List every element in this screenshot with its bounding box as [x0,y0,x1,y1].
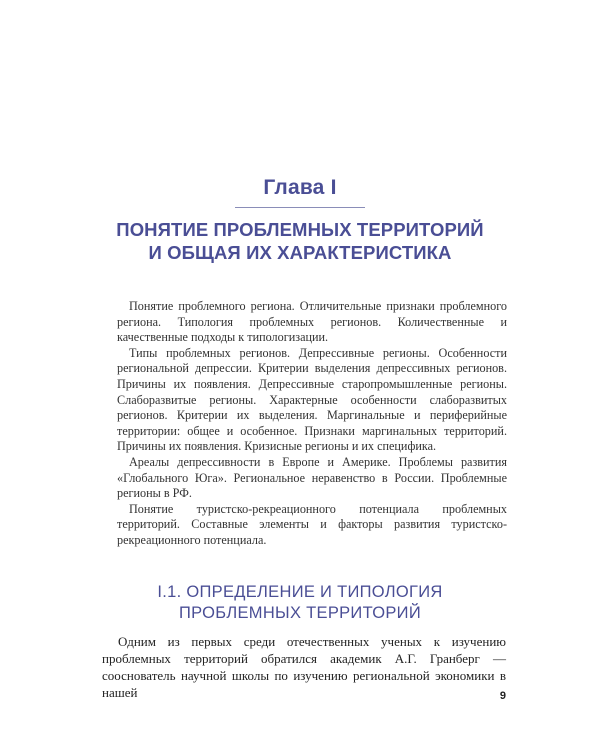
chapter-summary [117,299,507,549]
chapter-label: Глава I [263,176,337,199]
summary-paragraph: Понятие туристско-рекреационного потенциала проблемных территорий. Составные элементы и факторы развития туристско-рекреационного потенциала. [117,501,507,547]
section-heading [0,582,600,624]
chapter-title [0,218,600,264]
body-paragraph: Одним из первых среди отечественных ученых к изучению проблемных территорий обратился академик А.Г. Гранберг — сооснователь научной школы по изучению региональной экономики в нашей [102,634,506,700]
summary-paragraph: Понятие проблемного региона. Отличительные признаки проблемного региона. Типология проблемных регионов. Количественные и качественные подходы к типологизации. [117,299,507,345]
section-heading-line: I.1. ОПРЕДЕЛЕНИЕ И ТИПОЛОГИЯ [157,583,443,601]
chapter-title-line: ПОНЯТИЕ ПРОБЛЕМНЫХ ТЕРРИТОРИЙ [116,219,484,240]
section-heading-line: ПРОБЛЕМНЫХ ТЕРРИТОРИЙ [178,604,421,622]
summary-paragraph: Типы проблемных регионов. Депрессивные регионы. Особенности региональной депрессии. Критерии выделения депрессивных регионов. Причины их появления. Депрессивные старопромышленные регионы. Слаборазвитые регионы. Характерные особенности слаборазвитых регионов. Критерии их выделения. Маргинальные и периферийные территории: общее и особенное. Признаки маргинальных территорий. Причины их появления. Кризисные регионы и их специфика. [117,345,507,454]
summary-paragraph: Ареалы депрессивности в Европе и Америке. Проблемы развития «Глобального Юга». Региональное неравенство в России. Проблемные регионы в РФ. [117,454,507,501]
page-number: 9 [499,690,506,702]
body-text [102,633,506,701]
chapter-divider [235,207,365,208]
chapter-title-line: И ОБЩАЯ ИХ ХАРАКТЕРИСТИКА [148,242,452,263]
